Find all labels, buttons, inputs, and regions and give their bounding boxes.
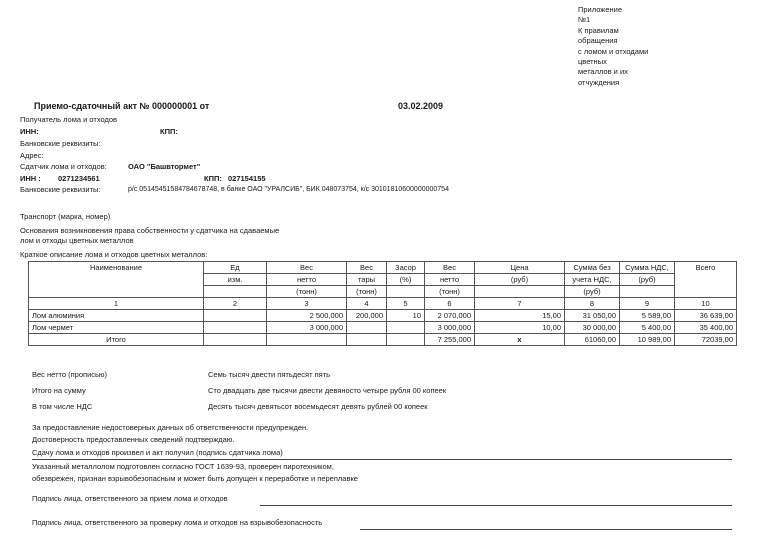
annex-line: металлов и их: [578, 67, 628, 77]
header-cell: [387, 286, 425, 298]
header-cell: (тонн): [425, 286, 475, 298]
ownership-line: лом и отходы цветных металлов: [20, 236, 134, 245]
column-number: 7: [475, 298, 565, 310]
scrap-table: [28, 261, 737, 346]
header-cell: Сумма НДС,: [620, 262, 675, 274]
header-cell: учета НДС,: [565, 274, 620, 286]
header-cell: [675, 274, 737, 286]
annex-line: отчуждения: [578, 77, 620, 87]
header-cell: тары: [347, 274, 387, 286]
note-line: Сдачу лома и отходов произвел и акт получил (подпись сдатчика лома): [32, 448, 283, 457]
annex-line: Приложение: [578, 5, 622, 14]
header-cell: [620, 286, 675, 298]
table-cell: [387, 322, 425, 334]
annex-line: К правилам: [578, 25, 619, 35]
table-cell: 5 589,00: [620, 310, 675, 322]
header-cell: (руб): [475, 274, 565, 286]
header-cell: (руб): [620, 274, 675, 286]
supplier-kpp-label: КПП:: [204, 174, 222, 183]
act-title: Приемо-сдаточный акт № 000000001 от: [34, 101, 210, 111]
header-cell: Вес: [267, 262, 347, 274]
signature-line: [360, 529, 732, 530]
table-cell: 61060,00: [565, 334, 620, 346]
table-cell: 36 639,00: [675, 310, 737, 322]
supplier-bank-label: Банковские реквизиты:: [20, 185, 101, 194]
table-row: [29, 322, 737, 334]
table-cell: [387, 334, 425, 346]
annex-block: [578, 5, 688, 88]
ownership-line: Основания возникновения права собственности у сдатчика на сдаваемые: [20, 226, 280, 235]
recipient-bank-label: Банковские реквизиты:: [20, 139, 101, 148]
supplier-name: ОАО "Башвтормет": [128, 162, 201, 171]
transport-label: Транспорт (марка, номер): [20, 212, 111, 221]
annex-line: цветных: [578, 57, 607, 67]
table-row: [29, 310, 737, 322]
table-cell: 7 255,000: [425, 334, 475, 346]
column-number: 1: [29, 298, 204, 310]
table-cell: 15,00: [475, 310, 565, 322]
header-cell: [475, 286, 565, 298]
summary-label: В том числе НДС: [32, 402, 93, 411]
table-cell: 31 050,00: [565, 310, 620, 322]
header-cell: (%): [387, 274, 425, 286]
table-header-row-2: [29, 274, 737, 286]
supplier-label: Сдатчик лома и отходов:: [20, 162, 107, 171]
annex-line: с ломом и отходами: [578, 46, 649, 56]
table-cell: Лом чермет: [29, 322, 204, 334]
table-cell: 2 500,000: [267, 310, 347, 322]
table-cell: 200,000: [347, 310, 387, 322]
header-cell: нетто: [425, 274, 475, 286]
column-number: 6: [425, 298, 475, 310]
header-cell: [204, 286, 267, 298]
table-cell: [267, 334, 347, 346]
table-header-row-3: [29, 286, 737, 298]
column-number: 3: [267, 298, 347, 310]
table-cell: 10: [387, 310, 425, 322]
header-cell: Сумма без: [565, 262, 620, 274]
column-number: 2: [204, 298, 267, 310]
signature-line: [32, 459, 732, 460]
recipient-label: Получатель лома и отходов: [20, 115, 118, 124]
table-cell: 30 000,00: [565, 322, 620, 334]
header-cell: Вес: [347, 262, 387, 274]
supplier-kpp: 027154155: [228, 174, 266, 183]
table-cell: 10,00: [475, 322, 565, 334]
supplier-inn-label: ИНН :: [20, 174, 41, 183]
signature-line: [260, 505, 732, 506]
header-cell: Вес: [425, 262, 475, 274]
column-number: 9: [620, 298, 675, 310]
column-number: 10: [675, 298, 737, 310]
column-number: 5: [387, 298, 425, 310]
table-cell: 10 989,00: [620, 334, 675, 346]
header-cell: [29, 286, 204, 298]
header-cell: (тонн): [347, 286, 387, 298]
total-label: Итого: [29, 334, 204, 346]
header-cell: Засор: [387, 262, 425, 274]
header-cell: нетто: [267, 274, 347, 286]
annex-line: обращения: [578, 36, 618, 46]
header-cell: (тонн): [267, 286, 347, 298]
table-cell: [204, 334, 267, 346]
table-header-row-1: [29, 262, 737, 274]
brief-label: Краткое описание лома и отходов цветных металлов:: [20, 250, 208, 259]
annex-line: №1: [578, 15, 591, 25]
table-cell: 5 400,00: [620, 322, 675, 334]
header-cell: Наименование: [29, 262, 204, 274]
note-line: обезврежен, признан взрывобезопасным и может быть допущен к переработке и переплавке: [32, 474, 358, 483]
table-cell: [204, 322, 267, 334]
act-date: 03.02.2009: [398, 101, 444, 111]
header-cell: [675, 286, 737, 298]
recipient-address-label: Адрес:: [20, 151, 44, 160]
table-cell: 2 070,000: [425, 310, 475, 322]
header-cell: Цена: [475, 262, 565, 274]
table-column-numbers: [29, 298, 737, 310]
header-cell: Всего: [675, 262, 737, 274]
header-cell: изм.: [204, 274, 267, 286]
summary-value: Сто двадцать две тысячи двести девяносто четыре рубля 00 копеек: [208, 386, 447, 395]
supplier-inn: 0271234561: [58, 174, 100, 183]
table-cell: 72039,00: [675, 334, 737, 346]
summary-value: Десять тысяч девятьсот восемьдесят девять рублей 00 копеек: [208, 402, 428, 411]
column-number: 8: [565, 298, 620, 310]
table-cell: [347, 322, 387, 334]
summary-label: Итого на сумму: [32, 386, 86, 395]
table-total-row: [29, 334, 737, 346]
header-cell: [29, 274, 204, 286]
note-line: Подпись лица, ответственного за проверку лома и отходов на взрывобезопасность: [32, 518, 323, 527]
recipient-kpp-label: КПП:: [160, 127, 178, 136]
note-line: Указанный металлолом подготовлен согласно ГОСТ 1639-93, проверен пиротехником,: [32, 462, 334, 471]
header-cell: Ед: [204, 262, 267, 274]
note-line: За предоставление недостоверных данных об ответственности предупрежден.: [32, 423, 309, 432]
recipient-inn-label: ИНН:: [20, 127, 39, 136]
header-cell: (руб): [565, 286, 620, 298]
column-number: 4: [347, 298, 387, 310]
table-cell: [347, 334, 387, 346]
table-cell: x: [475, 334, 565, 346]
table-cell: 35 400,00: [675, 322, 737, 334]
table-cell: 3 000,000: [425, 322, 475, 334]
note-line: Достоверность предоставленных сведений подтверждаю.: [32, 435, 235, 444]
summary-value: Семь тысяч двести пятьдесят пять: [208, 370, 331, 379]
table-cell: Лом алюминия: [29, 310, 204, 322]
note-line: Подпись лица, ответственного за прием лома и отходов: [32, 494, 228, 503]
supplier-bank: р/с 05145451584784678748, в банке ОАО "УРАЛСИБ", БИК 048073754, к/с 30101810600000000754: [128, 186, 449, 193]
table-cell: [204, 310, 267, 322]
summary-label: Вес нетто (прописью): [32, 370, 108, 379]
table-cell: 3 000,000: [267, 322, 347, 334]
